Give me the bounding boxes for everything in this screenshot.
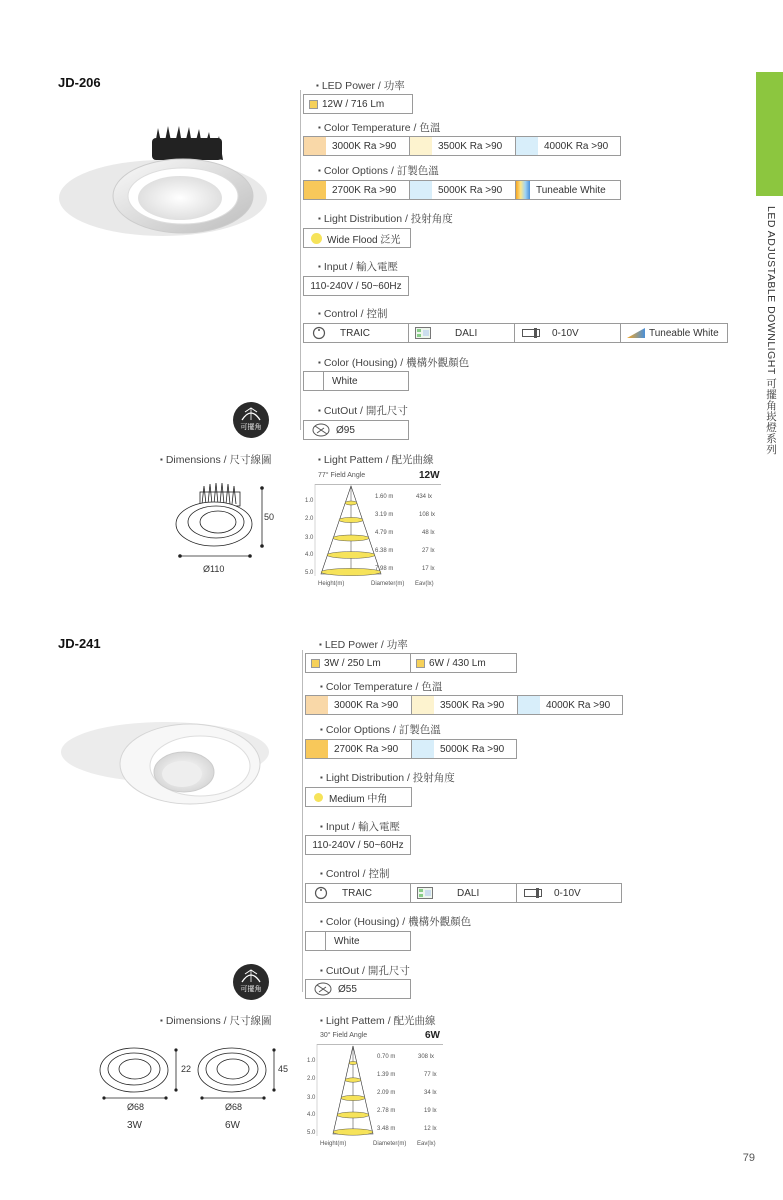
input-value: 110-240V / 50~60Hz xyxy=(310,280,402,292)
housing-color-label: ▪ Color (Housing) / 機構外觀顏色 xyxy=(320,914,471,929)
control-traic: TRAIC xyxy=(306,884,411,902)
dimension-diameter-3w: Ø68 xyxy=(127,1102,145,1112)
option-2700k: 2700K Ra >90 xyxy=(306,740,412,758)
housing-color-label: ▪ Color (Housing) / 機構外觀顏色 xyxy=(318,355,469,370)
led-power-option: 12W / 716 Lm xyxy=(304,95,412,113)
tuneable-icon xyxy=(627,327,645,339)
housing-color-value: White xyxy=(332,375,358,387)
dimmer-icon xyxy=(314,886,328,900)
diameter-value: 2.78 m xyxy=(377,1108,396,1114)
beam-icon xyxy=(311,233,322,244)
option-5000k: 5000K Ra >90 xyxy=(410,181,516,199)
control-traic: TRAIC xyxy=(304,324,409,342)
led-power-row xyxy=(303,94,413,114)
option-tuneable-white: Tuneable White xyxy=(516,181,620,199)
distribution-label: ▪ Light Distribution / 投射角度 xyxy=(320,770,455,785)
diameter-value: 7.98 m xyxy=(375,566,394,572)
cct-3000k: 3000K Ra >90 xyxy=(306,696,412,714)
distribution-value: Wide Flood 泛光 xyxy=(304,229,410,247)
control-0-10v: 0-10V xyxy=(517,884,621,902)
light-pattern-label: ▪ Light Pattem / 配光曲線 xyxy=(318,452,434,467)
footer-eav: Eav(lx) xyxy=(415,581,434,587)
field-angle: 30° Field Angle xyxy=(320,1032,368,1039)
cutout-row xyxy=(303,420,409,440)
height-tick: 5.0 xyxy=(305,570,314,576)
cct-3500k: 3500K Ra >90 xyxy=(412,696,518,714)
diameter-value: 2.09 m xyxy=(377,1090,396,1096)
led-power-row xyxy=(305,653,517,673)
lux-value: 434 lx xyxy=(416,494,433,500)
cct-4000k: 4000K Ra >90 xyxy=(516,137,620,155)
dimensions-label: ▪ Dimensions / 尺寸線圖 xyxy=(160,452,271,467)
white-swatch xyxy=(306,932,326,950)
color-options-row xyxy=(305,739,517,759)
option-2700k: 2700K Ra >90 xyxy=(304,181,410,199)
light-pattern-chart xyxy=(303,470,443,594)
beam-icon xyxy=(314,793,323,802)
dimension-height-3w: 22 xyxy=(181,1064,192,1074)
color-temp-label: ▪ Color Temperature / 色溫 xyxy=(320,679,442,694)
input-label: ▪ Input / 輸入電壓 xyxy=(318,259,398,274)
adjustable-badge: 可擺角 xyxy=(233,964,269,1000)
lux-value: 34 lx xyxy=(424,1090,437,1096)
dimensions-label: ▪ Dimensions / 尺寸線圖 xyxy=(160,1013,271,1028)
diameter-value: 1.39 m xyxy=(377,1072,396,1078)
lux-value: 77 lx xyxy=(424,1072,437,1078)
pattern-watt: 12W xyxy=(419,470,440,481)
power-icon xyxy=(309,100,318,109)
model-title: JD-241 xyxy=(58,636,101,651)
cutout-value: Ø55 xyxy=(306,980,410,998)
diameter-value: 4.79 m xyxy=(375,530,394,536)
control-dali: DALI xyxy=(409,324,515,342)
footer-diameter: Diameter(m) xyxy=(373,1141,407,1147)
dimension-diameter-6w: Ø68 xyxy=(225,1102,243,1112)
footer-height: Height(m) xyxy=(320,1141,347,1147)
lux-value: 308 lx xyxy=(418,1054,435,1060)
color-temp-row xyxy=(305,695,623,715)
control-row xyxy=(305,883,622,903)
power-icon xyxy=(311,659,320,668)
diameter-value: 6.38 m xyxy=(375,548,394,554)
cutout-value: Ø95 xyxy=(304,421,408,439)
dali-panel-icon xyxy=(415,327,431,339)
height-tick: 3.0 xyxy=(307,1095,316,1101)
sidebar-green-tab xyxy=(756,72,783,196)
sidebar-title: LED ADJUSTABLE DOWNLIGHT 可擺角崁燈系列 xyxy=(765,206,777,455)
lux-value: 17 lx xyxy=(422,566,435,572)
led-power-label: ▪ LED Power / 功率 xyxy=(319,637,408,652)
cutout-label: ▪ CutOut / 開孔尺寸 xyxy=(320,963,410,978)
input-row xyxy=(305,835,411,855)
pattern-watt: 6W xyxy=(425,1030,440,1041)
height-tick: 1.0 xyxy=(305,498,314,504)
color-temp-label: ▪ Color Temperature / 色溫 xyxy=(318,120,440,135)
diameter-value: 0.70 m xyxy=(377,1054,396,1060)
field-angle: 77° Field Angle xyxy=(318,472,366,479)
lux-value: 108 lx xyxy=(419,512,436,518)
variant-watt-3w: 3W xyxy=(127,1120,142,1131)
dali-panel-icon xyxy=(417,887,433,899)
led-power-option-3w: 3W / 250 Lm xyxy=(306,654,411,672)
color-options-label: ▪ Color Options / 訂製色溫 xyxy=(318,163,439,178)
housing-color-value: White xyxy=(334,935,360,947)
height-tick: 2.0 xyxy=(305,516,314,522)
color-options-row xyxy=(303,180,621,200)
control-0-10v: 0-10V xyxy=(515,324,621,342)
lux-value: 19 lx xyxy=(424,1108,437,1114)
page-number: 79 xyxy=(742,1152,755,1164)
led-power-label: ▪ LED Power / 功率 xyxy=(316,78,405,93)
dimension-height: 50 xyxy=(264,512,275,522)
model-title: JD-206 xyxy=(58,75,101,90)
input-value: 110-240V / 50~60Hz xyxy=(312,839,404,851)
product-photo xyxy=(58,118,268,238)
slider-icon xyxy=(524,888,544,898)
housing-color-row xyxy=(303,371,409,391)
diameter-value: 3.48 m xyxy=(377,1126,396,1132)
height-tick: 3.0 xyxy=(305,535,314,541)
adjustable-badge: 可擺角 xyxy=(233,402,269,438)
lux-value: 48 lx xyxy=(422,530,435,536)
light-pattern-chart xyxy=(305,1030,445,1154)
cct-3000k: 3000K Ra >90 xyxy=(304,137,410,155)
footer-eav: Eav(lx) xyxy=(417,1141,436,1147)
height-tick: 5.0 xyxy=(307,1130,316,1136)
white-swatch xyxy=(304,372,324,390)
lux-value: 12 lx xyxy=(424,1126,437,1132)
housing-color-row xyxy=(305,931,411,951)
variant-watt-6w: 6W xyxy=(225,1120,240,1131)
control-label: ▪ Control / 控制 xyxy=(318,306,387,321)
dimension-drawing-6w xyxy=(196,1044,289,1104)
cct-3500k: 3500K Ra >90 xyxy=(410,137,516,155)
cct-4000k: 4000K Ra >90 xyxy=(518,696,622,714)
slider-icon xyxy=(522,328,542,338)
distribution-label: ▪ Light Distribution / 投射角度 xyxy=(318,211,453,226)
cutout-icon xyxy=(312,423,330,437)
footer-height: Height(m) xyxy=(318,581,345,587)
height-tick: 1.0 xyxy=(307,1058,316,1064)
dimension-drawing xyxy=(172,478,278,564)
control-label: ▪ Control / 控制 xyxy=(320,866,389,881)
cutout-label: ▪ CutOut / 開孔尺寸 xyxy=(318,403,408,418)
footer-diameter: Diameter(m) xyxy=(371,581,405,587)
input-row xyxy=(303,276,409,296)
dimmer-icon xyxy=(312,326,326,340)
height-tick: 4.0 xyxy=(305,552,314,558)
led-power-option-6w: 6W / 430 Lm xyxy=(411,654,516,672)
height-tick: 4.0 xyxy=(307,1112,316,1118)
distribution-row xyxy=(305,787,412,807)
cutout-row xyxy=(305,979,411,999)
dimension-diameter: Ø110 xyxy=(203,564,225,574)
color-options-label: ▪ Color Options / 訂製色溫 xyxy=(320,722,441,737)
cutout-icon xyxy=(314,982,332,996)
power-icon xyxy=(416,659,425,668)
dimension-height-6w: 45 xyxy=(278,1064,289,1074)
distribution-row xyxy=(303,228,411,248)
control-row xyxy=(303,323,728,343)
input-label: ▪ Input / 輸入電壓 xyxy=(320,819,400,834)
control-dali: DALI xyxy=(411,884,517,902)
control-tuneable-white: Tuneable White xyxy=(621,324,727,342)
diameter-value: 1.60 m xyxy=(375,494,394,500)
distribution-value: Medium 中角 xyxy=(306,788,411,806)
option-5000k: 5000K Ra >90 xyxy=(412,740,516,758)
dimension-drawing-3w xyxy=(98,1044,188,1104)
product-photo xyxy=(60,712,270,812)
light-pattern-label: ▪ Light Pattem / 配光曲線 xyxy=(320,1013,436,1028)
height-tick: 2.0 xyxy=(307,1076,316,1082)
color-temp-row xyxy=(303,136,621,156)
diameter-value: 3.19 m xyxy=(375,512,394,518)
lux-value: 27 lx xyxy=(422,548,435,554)
